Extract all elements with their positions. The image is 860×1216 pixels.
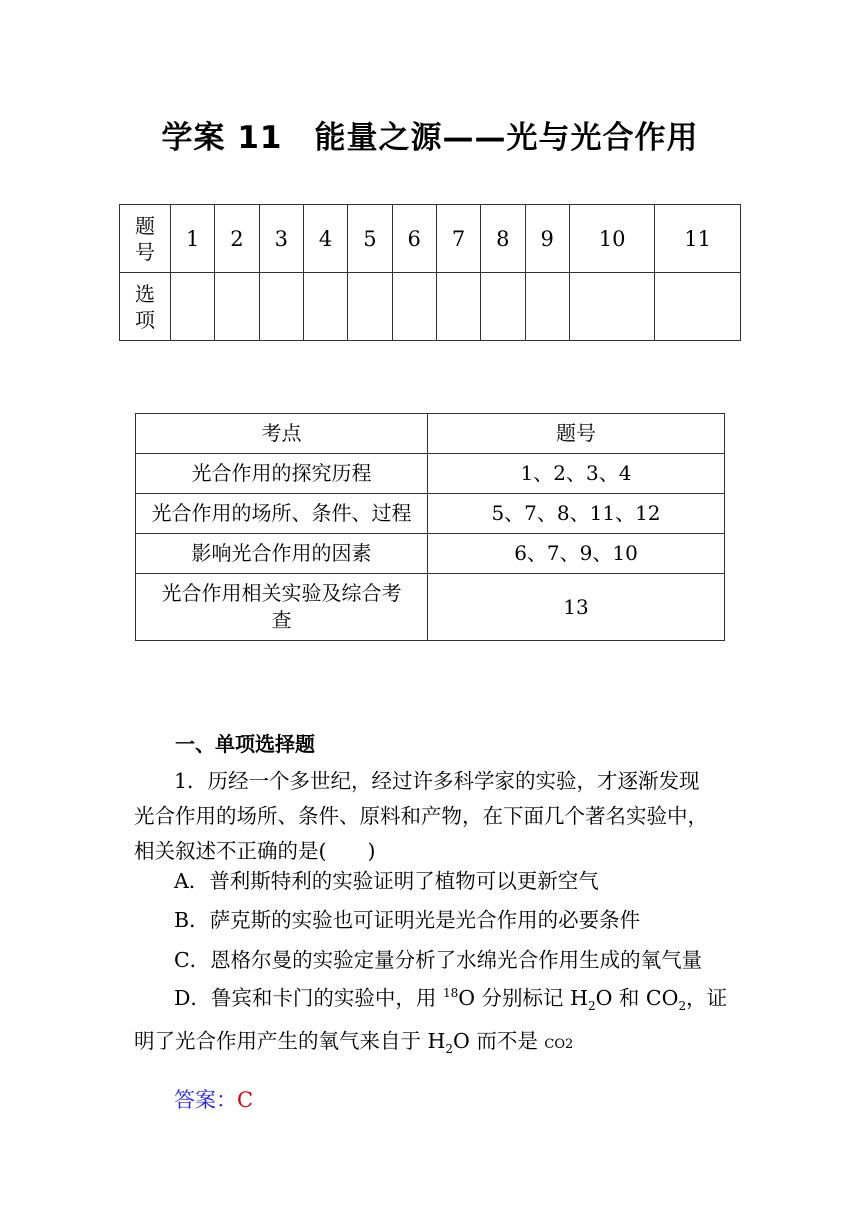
topic-cell: 光合作用的探究历程	[136, 454, 428, 494]
table-header-row	[136, 414, 725, 454]
stem-line: 1．历经一个多世纪，经过许多科学家的实验，才逐渐发现	[174, 769, 700, 793]
row-header-char: 题	[135, 213, 155, 238]
question-number-cell: 11	[655, 205, 741, 273]
numbers-cell: 6、7、9、10	[428, 534, 725, 574]
answer-choice-cell[interactable]	[436, 273, 480, 341]
row-header-char: 项	[135, 307, 155, 332]
text-run: ，证	[686, 985, 728, 1010]
question-number-cell: 8	[481, 205, 525, 273]
option-d[interactable]	[134, 976, 734, 1067]
question-number-cell: 1	[171, 205, 215, 273]
text-run: O 而不是	[453, 1028, 545, 1053]
answer-choice-cell[interactable]	[569, 273, 655, 341]
question-number-cell: 9	[525, 205, 569, 273]
question-stem	[134, 764, 734, 869]
table-row	[136, 534, 725, 574]
question-number-cell: 10	[569, 205, 655, 273]
page-title: 学案 11 能量之源——光与光合作用	[161, 120, 699, 156]
row-header-number	[120, 205, 171, 273]
subscript: 2	[678, 998, 687, 1013]
row-header-char: 选	[135, 281, 155, 306]
answer-choice-cell[interactable]	[215, 273, 259, 341]
answer-line	[174, 1084, 253, 1114]
question-number-cell: 6	[392, 205, 436, 273]
row-header-char: 号	[135, 239, 155, 264]
table-row	[136, 574, 725, 641]
table-row	[136, 494, 725, 534]
answer-choice-cell[interactable]	[171, 273, 215, 341]
table-row	[136, 454, 725, 494]
superscript: 18	[442, 986, 459, 1000]
topic-cell	[136, 574, 428, 641]
question-number-cell: 5	[348, 205, 392, 273]
knowledge-point-table	[135, 413, 725, 641]
text-run: O 和 CO	[595, 985, 679, 1010]
question-number-cell: 4	[303, 205, 347, 273]
option-c[interactable]: C．恩格尔曼的实验定量分析了水绵光合作用生成的氧气量	[174, 948, 703, 972]
text-run: D．鲁宾和卡门的实验中，用	[174, 985, 443, 1010]
section-title: 一、单项选择题	[175, 732, 315, 756]
answer-choice-cell[interactable]	[259, 273, 303, 341]
option-d-line2	[134, 1024, 734, 1067]
numbers-cell: 13	[428, 574, 725, 641]
numbers-cell: 5、7、8、11、12	[428, 494, 725, 534]
answer-choice-cell[interactable]	[303, 273, 347, 341]
answer-choice-cell[interactable]	[481, 273, 525, 341]
answer-choice-cell[interactable]	[392, 273, 436, 341]
question-number-cell: 7	[436, 205, 480, 273]
numbers-cell: 1、2、3、4	[428, 454, 725, 494]
answer-value: C	[237, 1088, 254, 1112]
answer-grid-choice-row	[120, 273, 741, 341]
answer-choice-cell[interactable]	[655, 273, 741, 341]
topic-line: 查	[271, 608, 292, 632]
subscript: 2	[445, 1042, 454, 1057]
option-b[interactable]: B．萨克斯的实验也可证明光是光合作用的必要条件	[174, 908, 641, 932]
topic-cell: 影响光合作用的因素	[136, 534, 428, 574]
answer-choice-cell[interactable]	[525, 273, 569, 341]
subscript: 2	[587, 998, 596, 1013]
question-number-cell: 2	[215, 205, 259, 273]
text-run: 明了光合作用产生的氧气来自于 H	[134, 1028, 446, 1053]
question-number-cell: 3	[259, 205, 303, 273]
header-question-numbers: 题号	[428, 414, 725, 454]
topic-line: 光合作用相关实验及综合考	[161, 581, 402, 605]
stem-line: 光合作用的场所、条件、原料和产物，在下面几个著名实验中，	[134, 804, 708, 828]
row-header-choice	[120, 273, 171, 341]
header-topic: 考点	[136, 414, 428, 454]
stem-line: 相关叙述不正确的是( )	[134, 839, 376, 863]
answer-choice-cell[interactable]	[348, 273, 392, 341]
topic-cell: 光合作用的场所、条件、过程	[136, 494, 428, 534]
answer-grid-table	[119, 204, 741, 341]
small-text: CO2	[544, 1036, 574, 1052]
text-run: O 分别标记 H	[458, 985, 588, 1010]
option-d-line1	[134, 976, 734, 1024]
answer-grid-number-row	[120, 205, 741, 273]
answer-label: 答案：	[174, 1088, 237, 1112]
option-a[interactable]: A．普利斯特利的实验证明了植物可以更新空气	[174, 869, 599, 893]
